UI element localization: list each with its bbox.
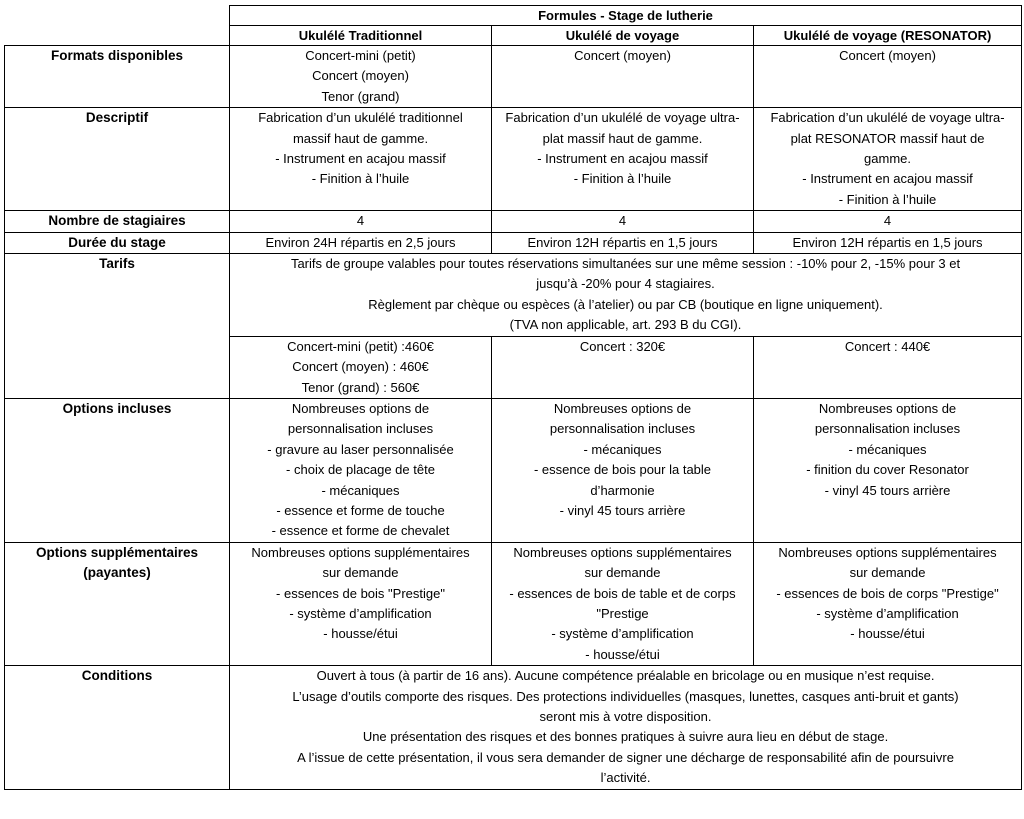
row-label-stagiaires: Nombre de stagiaires	[5, 211, 230, 232]
cell-line: - mécaniques	[848, 441, 927, 457]
cell-line: - Finition à l’huile	[311, 171, 410, 187]
row-label-formats: Formats disponibles	[5, 46, 230, 108]
cell-line: Nombreuses options supplémentaires	[778, 544, 997, 560]
conditions-text	[230, 666, 1022, 789]
column-header-resonator: Ukulélé de voyage (RESONATOR)	[754, 26, 1022, 46]
cell-line: - vinyl 45 tours arrière	[824, 482, 951, 498]
row-label-line: Options supplémentaires	[35, 544, 199, 560]
cell-line: Fabrication d’un ukulélé de voyage ultra-	[770, 110, 1005, 126]
cell-line: Fabrication d’un ukulélé traditionnel	[258, 110, 463, 126]
formats-voyage	[492, 46, 754, 108]
cell-line: - housse/étui	[850, 626, 925, 642]
cell-line: - essence et forme de chevalet	[271, 523, 450, 539]
conditions-line: L’usage d’outils comporte des risques. Des protections individuelles (masques, lunettes, casques anti-bruit et gants)	[292, 688, 959, 704]
descriptif-traditionnel	[230, 108, 492, 211]
cell-line: - Instrument en acajou massif	[537, 151, 708, 167]
duree-resonator: Environ 12H répartis en 1,5 jours	[754, 232, 1022, 253]
row-descriptif	[5, 108, 1022, 211]
cell-line: - housse/étui	[585, 646, 660, 662]
conditions-line: Ouvert à tous (à partir de 16 ans). Aucune compétence préalable en bricolage ou en musique n’est requise.	[316, 668, 935, 684]
title-row	[5, 6, 1022, 26]
cell-line: "Prestige	[596, 605, 649, 621]
cell-line: - Instrument en acajou massif	[802, 171, 973, 187]
cell-line: sur demande	[322, 565, 399, 581]
conditions-line: A l’issue de cette présentation, il vous sera demander de signer une décharge de responsabilité afin de poursuivre	[297, 749, 954, 765]
cell-line: Concert : 320€	[579, 338, 666, 354]
tarifs-resonator	[754, 336, 1022, 398]
tarifs-traditionnel	[230, 336, 492, 398]
descriptif-voyage	[492, 108, 754, 211]
cell-line: - gravure au laser personnalisée	[267, 441, 454, 457]
cell-line: - choix de placage de tête	[286, 462, 435, 478]
row-label-options-supplementaires	[5, 542, 230, 665]
cell-line: - système d’amplification	[816, 605, 959, 621]
duree-voyage: Environ 12H répartis en 1,5 jours	[492, 232, 754, 253]
cell-line: - Finition à l’huile	[573, 171, 672, 187]
supplementaires-voyage	[492, 542, 754, 665]
cell-line: Fabrication d’un ukulélé de voyage ultra-	[505, 110, 740, 126]
cell-line: - essence et forme de touche	[276, 502, 445, 518]
cell-line: Concert-mini (petit)	[305, 48, 416, 63]
formats-traditionnel	[230, 46, 492, 108]
cell-line: personnalisation incluses	[549, 421, 696, 437]
formats-resonator	[754, 46, 1022, 108]
cell-line: Nombreuses options supplémentaires	[513, 544, 732, 560]
cell-line: personnalisation incluses	[287, 421, 434, 437]
incluses-voyage	[492, 398, 754, 542]
cell-line: Concert-mini (petit) :460€	[287, 338, 434, 354]
cell-line: Concert (moyen)	[312, 68, 409, 84]
row-label-descriptif: Descriptif	[5, 108, 230, 211]
cell-line: - mécaniques	[321, 482, 400, 498]
note-line: (TVA non applicable, art. 293 B du CGI).	[509, 317, 742, 333]
incluses-traditionnel	[230, 398, 492, 542]
corner-cell	[5, 6, 230, 46]
cell-line: gamme.	[864, 151, 911, 167]
row-label-duree: Durée du stage	[5, 232, 230, 253]
cell-line: personnalisation incluses	[814, 421, 961, 437]
cell-line: - vinyl 45 tours arrière	[559, 502, 686, 518]
tarifs-note	[230, 254, 1022, 337]
cell-line: sur demande	[849, 565, 926, 581]
formules-table	[4, 5, 1022, 790]
stagiaires-resonator: 4	[754, 211, 1022, 232]
duree-traditionnel: Environ 24H répartis en 2,5 jours	[230, 232, 492, 253]
cell-line: - finition du cover Resonator	[806, 462, 969, 478]
cell-line: - Instrument en acajou massif	[275, 151, 446, 167]
cell-line: Tenor (grand)	[321, 88, 400, 104]
supplementaires-traditionnel	[230, 542, 492, 665]
incluses-resonator	[754, 398, 1022, 542]
row-conditions	[5, 666, 1022, 789]
row-options-supplementaires	[5, 542, 1022, 665]
stagiaires-traditionnel: 4	[230, 211, 492, 232]
row-label-line: (payantes)	[83, 565, 151, 581]
row-duree	[5, 232, 1022, 253]
row-stagiaires	[5, 211, 1022, 232]
cell-line: plat massif haut de gamme.	[542, 130, 703, 146]
cell-line: Tenor (grand) : 560€	[301, 379, 420, 395]
row-options-incluses	[5, 398, 1022, 542]
row-formats	[5, 46, 1022, 108]
conditions-line: l’activité.	[600, 770, 651, 786]
note-line: jusqu’à -20% pour 4 stagiaires.	[536, 276, 715, 292]
cell-line: Concert (moyen)	[574, 48, 671, 63]
note-line: Tarifs de groupe valables pour toutes réservations simultanées sur une même session : -10% pour 2, -15% pour 3 et	[290, 256, 961, 272]
table-title: Formules - Stage de lutherie	[230, 6, 1022, 26]
cell-line: - Finition à l’huile	[838, 191, 937, 207]
cell-line: Concert (moyen)	[839, 48, 936, 63]
cell-line: - mécaniques	[583, 441, 662, 457]
column-header-traditionnel: Ukulélé Traditionnel	[230, 26, 492, 46]
cell-line: - essences de bois "Prestige"	[276, 585, 445, 601]
descriptif-resonator	[754, 108, 1022, 211]
tarifs-voyage	[492, 336, 754, 398]
row-label-options-incluses: Options incluses	[5, 398, 230, 542]
cell-line: - essence de bois pour la table	[533, 462, 712, 478]
row-label-conditions: Conditions	[5, 666, 230, 789]
column-header-voyage: Ukulélé de voyage	[492, 26, 754, 46]
cell-line: Nombreuses options de	[818, 400, 957, 416]
row-label-tarifs: Tarifs	[5, 254, 230, 399]
cell-line: d’harmonie	[590, 482, 655, 498]
cell-line: - système d’amplification	[551, 626, 694, 642]
cell-line: sur demande	[584, 565, 661, 581]
supplementaires-resonator	[754, 542, 1022, 665]
note-line: Règlement par chèque ou espèces (à l’atelier) ou par CB (boutique en ligne uniquement).	[368, 296, 883, 312]
cell-line: massif haut de gamme.	[292, 130, 429, 146]
cell-line: - système d’amplification	[289, 605, 432, 621]
stagiaires-voyage: 4	[492, 211, 754, 232]
conditions-line: Une présentation des risques et des bonnes pratiques à suivre aura lieu en début de stage.	[362, 729, 889, 745]
cell-line: - essences de bois de table et de corps	[509, 585, 736, 601]
cell-line: Nombreuses options supplémentaires	[251, 544, 470, 560]
cell-line: Concert : 440€	[844, 338, 931, 354]
cell-line: Concert (moyen) : 460€	[292, 359, 429, 375]
cell-line: Nombreuses options de	[553, 400, 692, 416]
conditions-line: seront mis à votre disposition.	[539, 709, 712, 724]
cell-line: - essences de bois de corps "Prestige"	[776, 585, 999, 601]
row-tarifs-note	[5, 254, 1022, 337]
cell-line: - housse/étui	[323, 626, 398, 642]
cell-line: Nombreuses options de	[291, 400, 430, 416]
cell-line: plat RESONATOR massif haut de	[790, 130, 985, 146]
